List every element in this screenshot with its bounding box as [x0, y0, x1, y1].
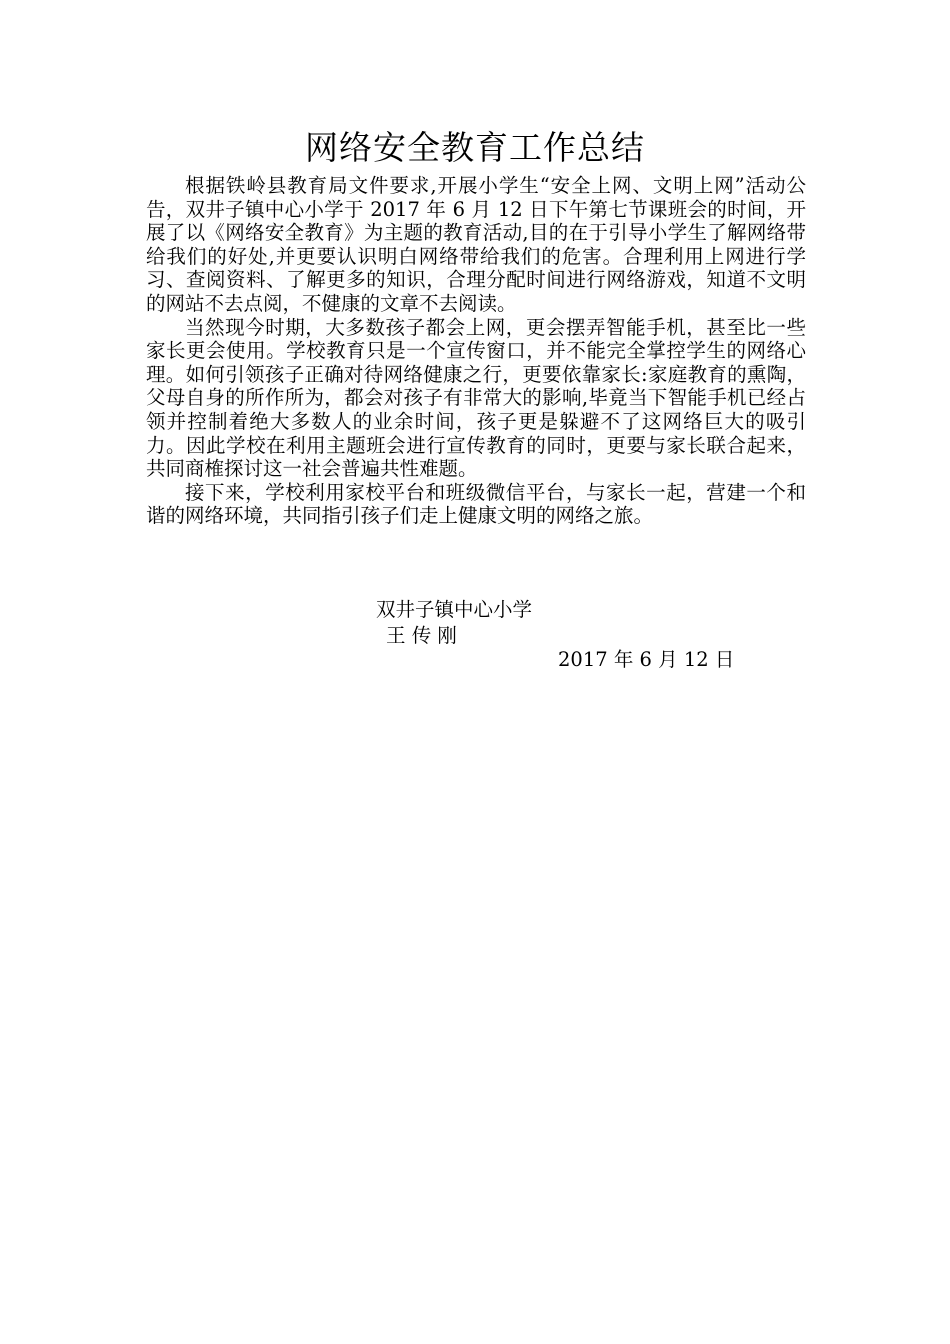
signature-school: 双井子镇中心小学 [376, 598, 533, 621]
document-title: 网络安全教育工作总结 [305, 128, 645, 167]
signature-date: 2017 年 6 月 12 日 [558, 648, 735, 671]
paragraph-3: 接下来，学校利用家校平台和班级微信平台，与家长一起，营建一个和谐的网络环境，共同指引孩子们走上健康文明的网络之旅。 [146, 480, 806, 528]
signature-author: 王 传 刚 [386, 624, 457, 647]
paragraph-1: 根据铁岭县教育局文件要求,开展小学生“安全上网、文明上网”活动公告，双井子镇中心小学于 2017 年 6 月 12 日下午第七节课班会的时间，开展了以《网络安全教育》为主题的教育活动,目的在于引导小学生了解网络带给我们的好处,并更要认识明白网络带给我们的危害。合理利用上网进行学习、查阅资料、了解更多的知识，合理分配时间进行网络游戏，知道不文明的网站不去点阅，不健康的文章不去阅读。 [146, 174, 806, 315]
paragraph-2: 当然现今时期，大多数孩子都会上网，更会摆弄智能手机，甚至比一些家长更会使用。学校教育只是一个宣传窗口，并不能完全掌控学生的网络心理。如何引领孩子正确对待网络健康之行，更要依靠家长:家庭教育的熏陶，父母自身的所作所为，都会对孩子有非常大的影响,毕竟当下智能手机已经占领并控制着绝大多数人的业余时间，孩子更是躲避不了这网络巨大的吸引力。因此学校在利用主题班会进行宣传教育的同时，更要与家长联合起来，共同商榷探讨这一社会普遍共性难题。 [146, 315, 806, 481]
document-body [146, 174, 806, 528]
